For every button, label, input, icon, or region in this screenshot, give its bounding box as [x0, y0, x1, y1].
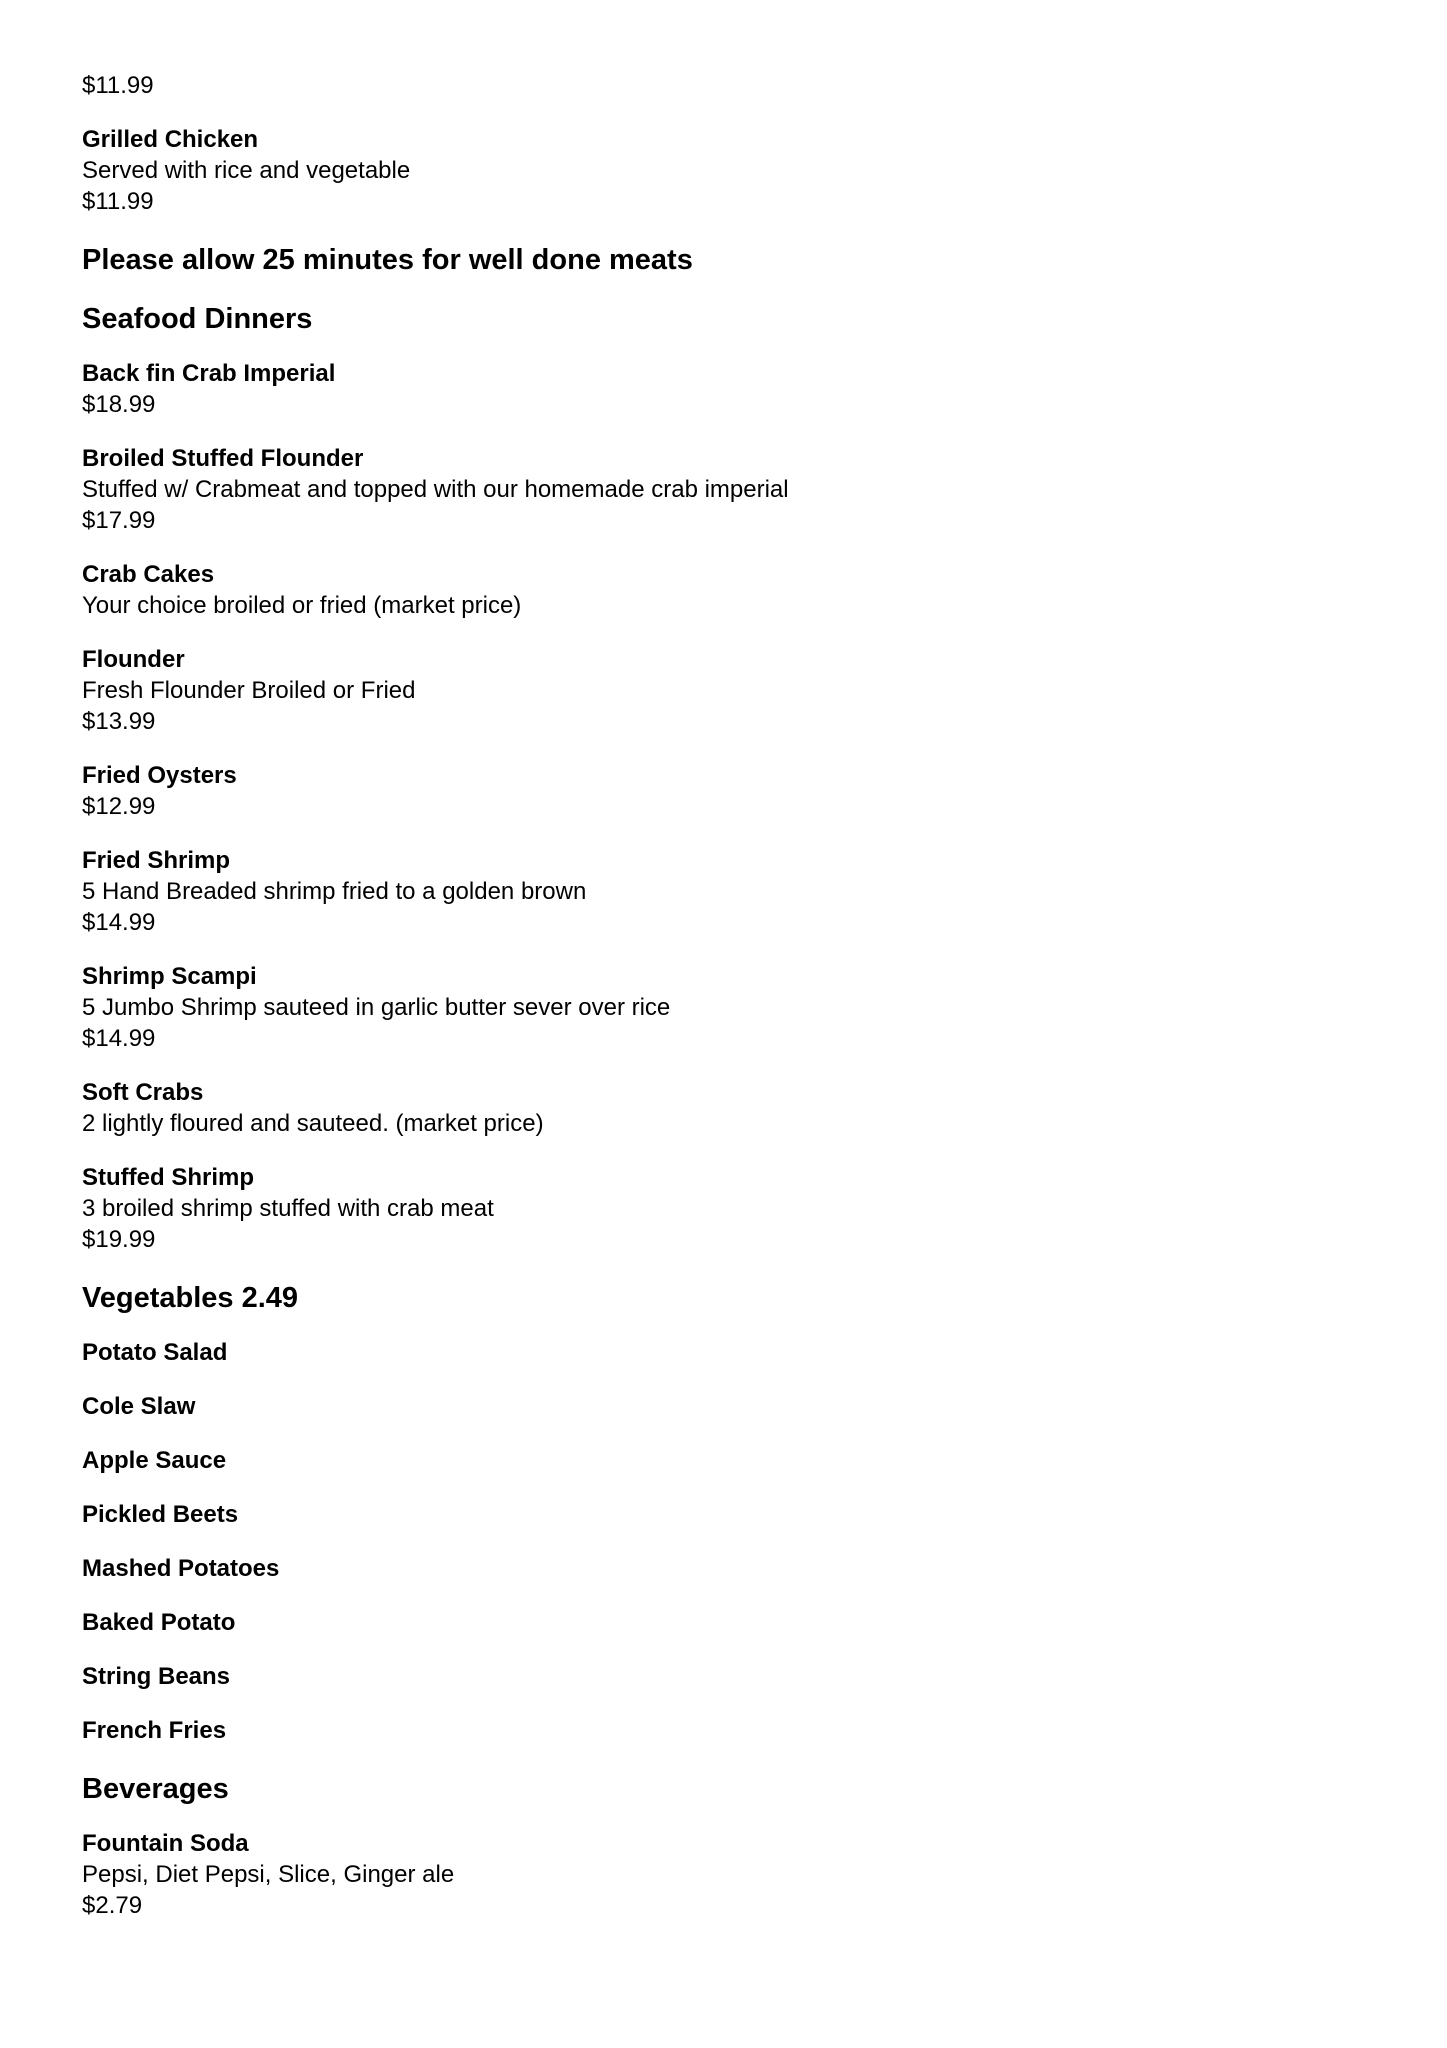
item-description: Your choice broiled or fried (market price)	[82, 592, 522, 619]
menu-item-stuffed-flounder	[82, 443, 1447, 536]
vegetable-item	[82, 1661, 1447, 1692]
menu-item-shrimp-scampi	[82, 961, 1447, 1054]
item-name: Shrimp Scampi	[82, 963, 257, 990]
item-description: Served with rice and vegetable	[82, 157, 411, 184]
item-name: Cole Slaw	[82, 1393, 196, 1420]
menu-item-flounder	[82, 644, 1447, 737]
menu-item-previous	[82, 70, 1447, 101]
item-description: 5 Jumbo Shrimp sauteed in garlic butter sever over rice	[82, 994, 671, 1021]
item-name: Stuffed Shrimp	[82, 1164, 254, 1191]
vegetable-item	[82, 1553, 1447, 1584]
vegetable-item	[82, 1337, 1447, 1368]
item-name: Crab Cakes	[82, 561, 215, 588]
menu-item-crab-imperial	[82, 358, 1447, 420]
item-price: $12.99	[82, 793, 156, 820]
item-price: $18.99	[82, 391, 156, 418]
menu-item-soft-crabs	[82, 1077, 1447, 1139]
vegetable-item	[82, 1499, 1447, 1530]
item-price: $13.99	[82, 708, 156, 735]
vegetable-item	[82, 1391, 1447, 1422]
item-name: Soft Crabs	[82, 1079, 204, 1106]
item-name: String Beans	[82, 1663, 231, 1690]
item-price: $2.79	[82, 1892, 143, 1919]
item-name: Potato Salad	[82, 1339, 228, 1366]
menu-item-fried-shrimp	[82, 845, 1447, 938]
item-name: Baked Potato	[82, 1609, 236, 1636]
menu-item-stuffed-shrimp	[82, 1162, 1447, 1255]
section-heading-vegetables: Vegetables 2.49	[82, 1282, 299, 1314]
item-name: Mashed Potatoes	[82, 1555, 280, 1582]
menu-item-fountain-soda	[82, 1828, 1447, 1921]
item-description: Fresh Flounder Broiled or Fried	[82, 677, 416, 704]
item-price: $14.99	[82, 909, 156, 936]
item-name: Fountain Soda	[82, 1830, 249, 1857]
well-done-notice: Please allow 25 minutes for well done meats	[82, 244, 693, 276]
item-name: Pickled Beets	[82, 1501, 239, 1528]
menu-item-grilled-chicken	[82, 124, 1447, 217]
item-price: $19.99	[82, 1226, 156, 1253]
item-name: Fried Oysters	[82, 762, 237, 789]
menu-item-crab-cakes	[82, 559, 1447, 621]
item-name: Broiled Stuffed Flounder	[82, 445, 364, 472]
item-price: $11.99	[82, 188, 154, 215]
vegetable-item	[82, 1715, 1447, 1746]
vegetable-item	[82, 1607, 1447, 1638]
item-name: Flounder	[82, 646, 185, 673]
item-price: $11.99	[82, 72, 154, 99]
item-description: 5 Hand Breaded shrimp fried to a golden brown	[82, 878, 587, 905]
item-name: Grilled Chicken	[82, 126, 259, 153]
item-name: Back fin Crab Imperial	[82, 360, 336, 387]
item-description: 2 lightly floured and sauteed. (market price)	[82, 1110, 544, 1137]
item-name: French Fries	[82, 1717, 227, 1744]
item-price: $14.99	[82, 1025, 156, 1052]
item-description: 3 broiled shrimp stuffed with crab meat	[82, 1195, 494, 1222]
menu-item-fried-oysters	[82, 760, 1447, 822]
item-price: $17.99	[82, 507, 156, 534]
section-heading-beverages: Beverages	[82, 1773, 229, 1805]
vegetable-item	[82, 1445, 1447, 1476]
item-name: Fried Shrimp	[82, 847, 231, 874]
section-heading-seafood: Seafood Dinners	[82, 303, 313, 335]
item-description: Pepsi, Diet Pepsi, Slice, Ginger ale	[82, 1861, 455, 1888]
item-description: Stuffed w/ Crabmeat and topped with our homemade crab imperial	[82, 476, 789, 503]
item-name: Apple Sauce	[82, 1447, 227, 1474]
